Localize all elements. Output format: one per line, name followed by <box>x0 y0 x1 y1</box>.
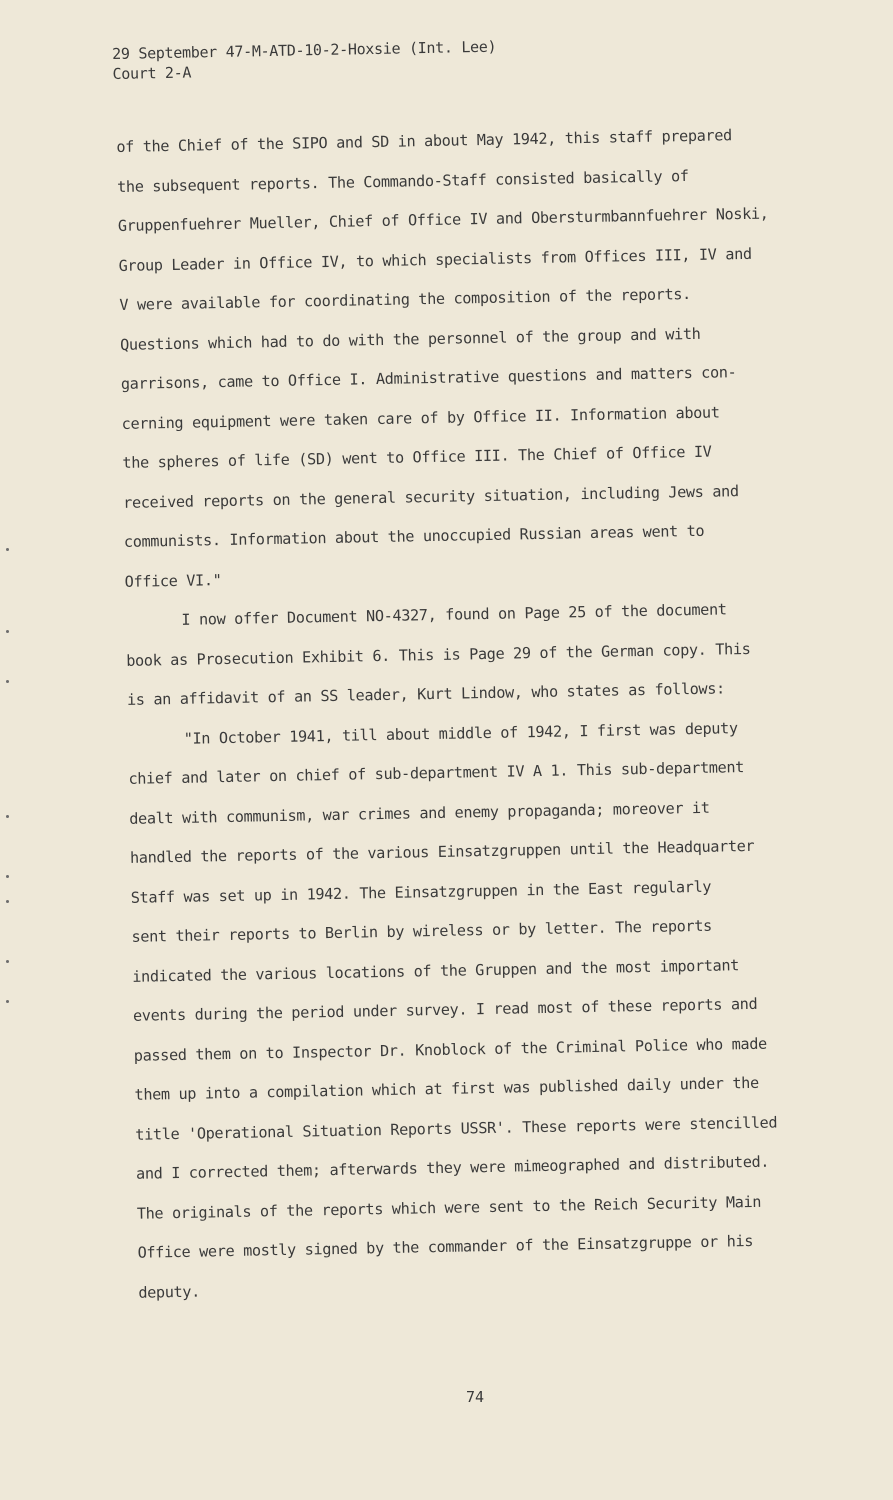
body-line-30: deputy. <box>138 1282 201 1302</box>
margin-mark <box>6 875 9 878</box>
margin-mark <box>6 1000 9 1003</box>
body-line-4: Group Leader in Office IV, to which specialists from Offices III, IV and <box>118 244 752 275</box>
margin-mark <box>6 960 9 963</box>
body-line-25: them up into a compilation which at first was published daily under the <box>134 1073 759 1104</box>
margin-mark <box>6 815 9 818</box>
body-line-28: The originals of the reports which were sent to the Reich Security Main <box>136 1192 762 1223</box>
header-line-2: Court 2-A <box>112 63 192 83</box>
body-line-5: V were available for coordinating the composition of the reports. <box>119 284 692 314</box>
body-line-23: events during the period under survey. I read most of these reports and <box>132 994 758 1025</box>
body-line-10: received reports on the general security situation, including Jews and <box>123 481 739 512</box>
body-line-22: indicated the various locations of the Gruppen and the most important <box>132 955 740 986</box>
body-line-6: Questions which had to do with the personnel of the group and with <box>119 324 701 354</box>
body-line-15: is an affidavit of an SS leader, Kurt Lindow, who states as follows: <box>126 679 726 709</box>
body-line-20: Staff was set up in 1942. The Einsatzgruppen in the East regularly <box>130 877 712 907</box>
body-line-18: dealt with communism, war crimes and enemy propaganda; moreover it <box>129 798 710 828</box>
margin-mark <box>6 680 9 683</box>
body-line-13: I now offer Document NO-4327, found on Page 25 of the document <box>181 600 727 629</box>
body-line-1: of the Chief of the SIPO and SD in about May 1942, this staff prepared <box>116 126 732 156</box>
body-line-26: title 'Operational Situation Reports USSR'. These reports were stencilled <box>135 1112 778 1144</box>
body-line-7: garrisons, came to Office I. Administrative questions and matters con- <box>120 363 737 393</box>
header-line-1: 29 September 47-M-ATD-10-2-Hoxsie (Int. Lee) <box>112 37 497 63</box>
margin-mark <box>6 630 9 633</box>
body-line-24: passed them on to Inspector Dr. Knoblock of the Criminal Police who made <box>133 1034 768 1065</box>
body-text <box>116 114 869 1313</box>
margin-mark <box>6 548 9 551</box>
margin-mark <box>6 900 9 903</box>
body-line-16: "In October 1941, till about middle of 1942, I first was deputy <box>183 718 738 748</box>
body-line-3: Gruppenfuehrer Mueller, Chief of Office IV and Obersturmbannfuehrer Noski, <box>117 204 769 235</box>
body-line-19: handled the reports of the various Einsatzgruppen until the Headquarter <box>129 836 755 867</box>
body-line-9: the spheres of life (SD) went to Office III. The Chief of Office IV <box>122 442 712 472</box>
body-line-27: and I corrected them; afterwards they were mimeographed and distributed. <box>135 1152 770 1183</box>
body-line-29: Office were mostly signed by the commander of the Einsatzgruppe or his <box>137 1231 754 1262</box>
body-line-8: cerning equipment were taken care of by Office II. Information about <box>121 402 720 433</box>
body-line-12: Office VI." <box>124 570 222 591</box>
body-line-21: sent their reports to Berlin by wireless or by letter. The reports <box>131 916 712 946</box>
body-line-11: communists. Information about the unoccupied Russian areas went to <box>123 521 705 551</box>
body-line-17: chief and later on chief of sub-department IV A 1. This sub-department <box>128 758 745 788</box>
document-header <box>112 37 497 84</box>
body-line-14: book as Prosecution Exhibit 6. This is Page 29 of the German copy. This <box>126 639 751 670</box>
page-number: 74 <box>466 1388 485 1406</box>
body-line-2: the subsequent reports. The Commando-Staff consisted basically of <box>116 166 689 196</box>
